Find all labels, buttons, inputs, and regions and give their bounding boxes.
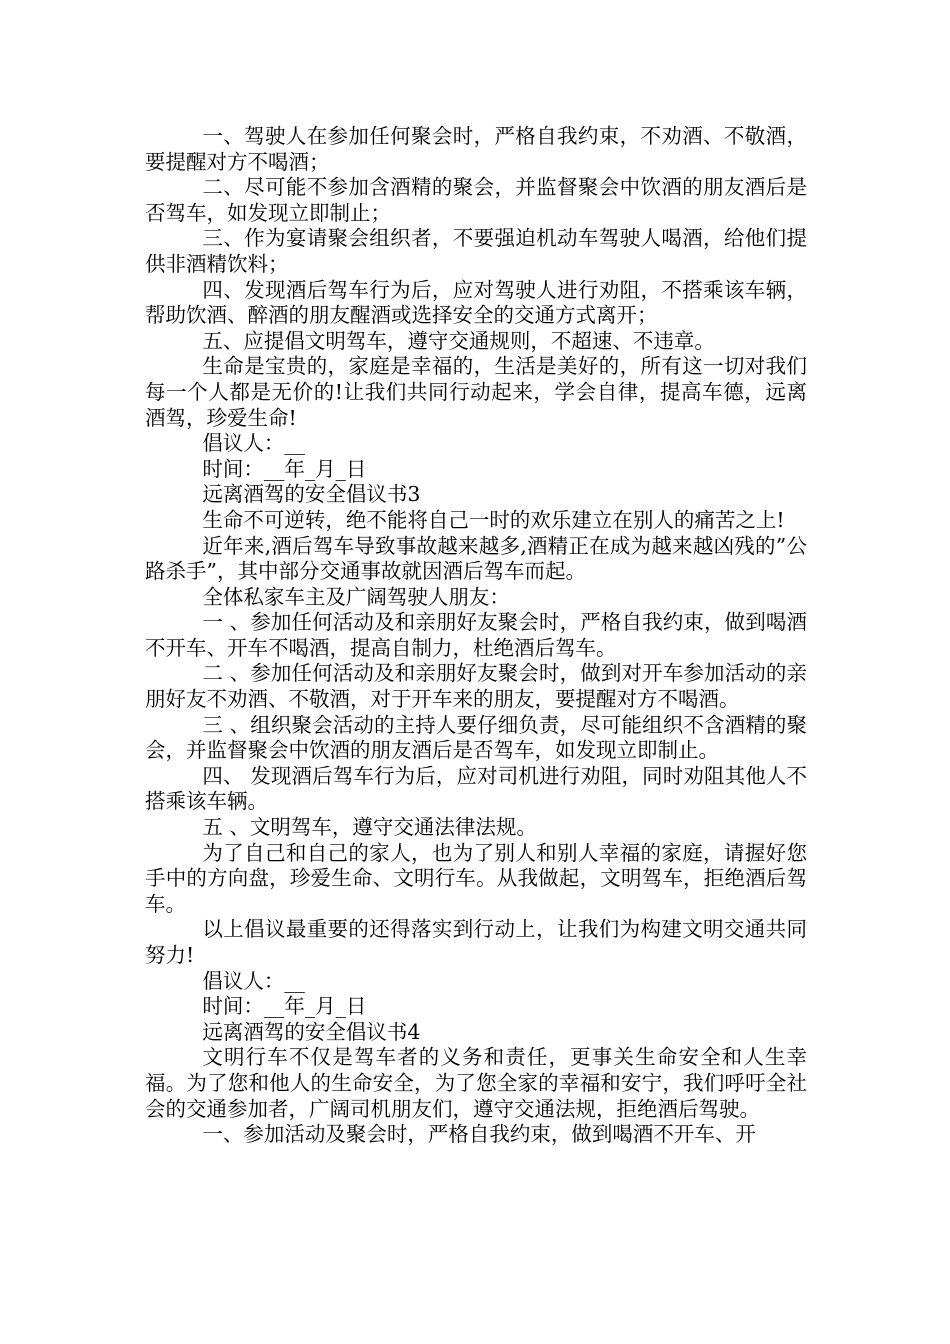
paragraph: 二、尽可能不参加含酒精的聚会，并监督聚会中饮酒的朋友酒后是否驾车，如发现立即制止；	[145, 175, 807, 225]
paragraph: 四、发现酒后驾车行为后，应对驾驶人进行劝阻，不搭乘该车辆，帮助饮酒、醉酒的朋友醒酒或选择安全的交通方式离开；	[145, 277, 807, 328]
document-page	[145, 124, 807, 1148]
date-line: 时间：__年_月_日	[202, 994, 367, 1019]
paragraph: 四、 发现酒后驾车行为后，应对司机进行劝阻，同时劝阻其他人不搭乘该车辆。	[145, 763, 807, 814]
paragraph: 五 、文明驾车，遵守交通法律法规。	[202, 815, 537, 840]
section-title: 远离酒驾的安全倡议书4	[202, 1019, 421, 1044]
paragraph: 全体私家车主及广阔驾驶人朋友：	[202, 584, 510, 609]
date-line: 时间：__年_月_日	[202, 456, 367, 481]
paragraph: 三、作为宴请聚会组织者，不要强迫机动车驾驶人喝酒，给他们提供非酒精饮料；	[145, 226, 807, 276]
section-title: 远离酒驾的安全倡议书3	[202, 482, 421, 507]
paragraph: 二 、参加任何活动及和亲朋好友聚会时，做到对开车参加活动的亲朋好友不劝酒、不敬酒，对于开车来的朋友，要提醒对方不喝酒。	[145, 661, 807, 712]
paragraph: 以上倡议最重要的还得落实到行动上，让我们为构建文明交通共同努力!	[145, 917, 807, 967]
paragraph: 一、驾驶人在参加任何聚会时，严格自我约束，不劝酒、不敬酒，要提醒对方不喝酒；	[145, 124, 807, 174]
signature-line: 倡议人：__	[202, 968, 305, 993]
paragraph: 近年来,酒后驾车导致事故越来越多,酒精正在成为越来越凶残的”公路杀手”，其中部分交通事故就因酒后驾车而起。	[145, 533, 807, 584]
paragraph: 一 、参加任何活动及和亲朋好友聚会时，严格自我约束，做到喝酒不开车、开车不喝酒，提高自制力，杜绝酒后驾车。	[145, 610, 807, 660]
paragraph: 为了自己和自己的家人，也为了别人和别人幸福的家庭，请握好您手中的方向盘，珍爱生命、文明行车。从我做起，文明驾车，拒绝酒后驾车。	[145, 840, 807, 916]
paragraph: 五、应提倡文明驾车，遵守交通规则，不超速、不违章。	[202, 328, 715, 353]
paragraph: 三 、组织聚会活动的主持人要仔细负责，尽可能组织不含酒精的聚会，并监督聚会中饮酒的朋友酒后是否驾车，如发现立即制止。	[145, 712, 807, 763]
signature-line: 倡议人：__	[202, 431, 305, 456]
paragraph: 一、参加活动及聚会时，严格自我约束，做到喝酒不开车、开	[202, 1122, 756, 1147]
paragraph: 生命是宝贵的，家庭是幸福的，生活是美好的，所有这一切对我们每一个人都是无价的!让我们共同行动起来，学会自律，提高车德，远离酒驾，珍爱生命!	[145, 354, 807, 430]
paragraph: 文明行车不仅是驾车者的义务和责任，更事关生命安全和人生幸福。为了您和他人的生命安全，为了您全家的幸福和安宁，我们呼吁全社会的交通参加者，广阔司机朋友们，遵守交通法规，拒绝酒后驾驶。	[145, 1045, 807, 1121]
paragraph: 生命不可逆转，绝不能将自己一时的欢乐建立在别人的痛苦之上!	[202, 507, 785, 532]
